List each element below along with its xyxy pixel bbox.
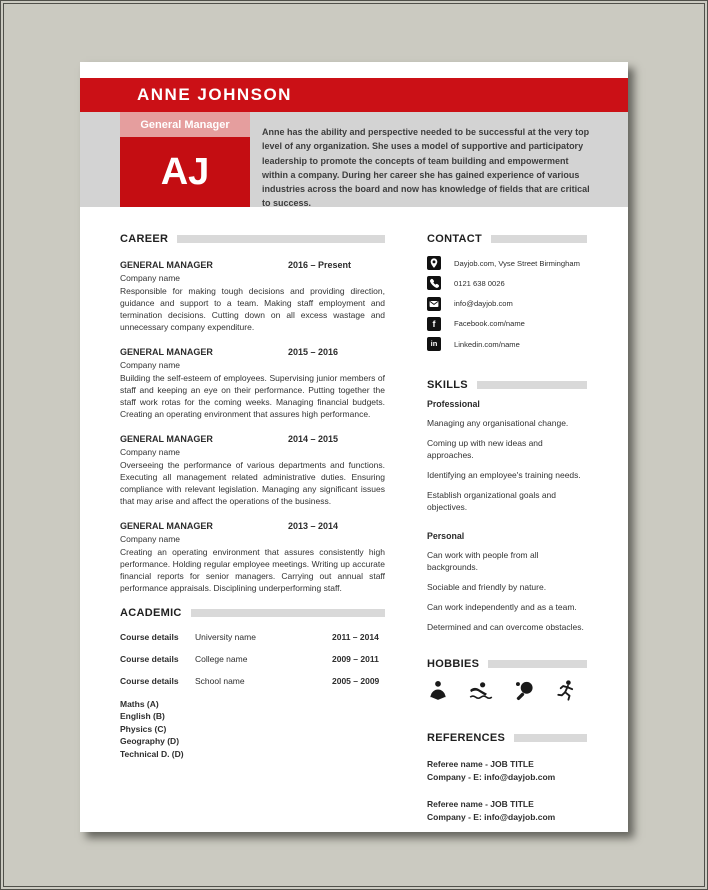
academic-dates: 2009 – 2011: [332, 654, 379, 664]
references-section: [427, 732, 587, 823]
personal-skills-label: Personal: [427, 531, 465, 542]
referee-name: Referee name - JOB TITLE: [427, 798, 534, 809]
candidate-name: ANNE JOHNSON: [137, 85, 292, 104]
left-column: [120, 233, 385, 760]
intro-band: [80, 112, 628, 207]
academic-dates: 2011 – 2014: [332, 632, 379, 642]
grade-item: English (B): [120, 711, 165, 722]
skill-item: Can work independently and as a team.: [427, 602, 577, 613]
role-label: General Manager: [140, 118, 230, 131]
contact-row-linkedin: [427, 337, 587, 351]
skill-item: Establish organizational goals and objectives.: [427, 490, 557, 513]
job-title: GENERAL MANAGER: [120, 260, 213, 270]
profile-summary: Anne has the ability and perspective needed to be successful at the very top level of any organization. She uses a model of supportive and participatory leadership to promote the concepts of team building and empowerment within a company. During her career she has gained experience of various industries across the board and now has knowledge of fields that are critical to success.: [262, 127, 590, 209]
monogram: [120, 137, 250, 207]
academic-dates: 2005 – 2009: [332, 676, 380, 686]
academic-table: [120, 632, 385, 686]
linkedin-icon: in: [427, 337, 441, 351]
contact-facebook: Facebook.com/name: [454, 319, 525, 329]
hobbies-section: [427, 658, 587, 701]
contact-address: Dayjob.com, Vyse Street Birmingham: [454, 258, 580, 268]
course-details: Course details: [120, 654, 179, 664]
skill-item: Can work with people from all backgrounds.: [427, 550, 539, 573]
institution-name: University name: [195, 632, 256, 642]
contact-row-email: [427, 297, 587, 311]
references-section-heading: [427, 732, 587, 744]
skills-section: [427, 379, 587, 633]
referee-name: Referee name - JOB TITLE: [427, 759, 534, 770]
grade-item: Physics (C): [120, 723, 167, 734]
job-company: Company name: [120, 447, 181, 457]
job-title: GENERAL MANAGER: [120, 434, 213, 444]
running-icon: [555, 679, 577, 701]
heading-rule: [514, 734, 587, 742]
academic-section-heading: [120, 607, 385, 619]
swimming-icon: [468, 679, 494, 701]
contact-row-phone: [427, 276, 587, 290]
contact-email: info@dayjob.com: [454, 299, 513, 309]
academic-row: [120, 632, 385, 642]
contact-heading-label: CONTACT: [427, 233, 483, 245]
career-list: [120, 259, 385, 594]
hobbies-section-heading: [427, 658, 587, 670]
reference-entry: [427, 798, 587, 824]
academic-row: [120, 676, 385, 686]
grade-item: Maths (A): [120, 699, 159, 709]
job-entry: [120, 520, 385, 594]
reference-entry: [427, 758, 587, 784]
job-description: Responsible for making tough decisions and providing direction, guidance and support to a team. Making staff employment and termination decisions. Cutting down on all excess wastage and unnecessary company expenditure.: [120, 286, 385, 332]
skills-heading-label: SKILLS: [427, 379, 468, 392]
job-company: Company name: [120, 534, 181, 544]
job-description: Building the self-esteem of employees. Supervising junior members of staff and keeping an eye on their performance. Putting together the staff work rotas for the coming weeks. Managing financial budgets. Creating an operating environment that assures high performance.: [120, 373, 385, 419]
email-icon: [427, 297, 441, 311]
contact-row-facebook: [427, 317, 587, 331]
heading-rule: [491, 235, 587, 243]
contact-list: [427, 256, 587, 351]
job-company: Company name: [120, 360, 181, 370]
job-dates: 2013 – 2014: [288, 521, 339, 531]
contact-phone: 0121 638 0026: [454, 278, 505, 288]
skill-item: Coming up with new ideas and approaches.: [427, 438, 543, 461]
referee-company: Company - E: info@dayjob.com: [427, 811, 556, 822]
monogram-initials: AJ: [160, 150, 210, 193]
skill-item: Sociable and friendly by nature.: [427, 582, 547, 593]
professional-skills-label: Professional: [427, 399, 480, 410]
job-company: Company name: [120, 273, 181, 283]
skills-section-heading: [427, 379, 587, 391]
hobby-icons: [427, 679, 577, 701]
course-details: Course details: [120, 632, 179, 642]
job-dates: 2015 – 2016: [288, 347, 339, 357]
job-title: GENERAL MANAGER: [120, 521, 213, 531]
career-section-heading: [120, 233, 385, 245]
academic-heading-label: ACADEMIC: [120, 607, 182, 619]
right-column: [427, 233, 587, 823]
contact-row-address: [427, 256, 587, 270]
role-badge: [120, 112, 250, 137]
job-entry: [120, 259, 385, 333]
location-pin-icon: [427, 256, 441, 270]
grade-item: Geography (D): [120, 736, 180, 747]
table-tennis-icon: [514, 679, 536, 701]
name-band: [80, 78, 628, 112]
skill-item: Determined and can overcome obstacles.: [427, 622, 584, 633]
course-details: Course details: [120, 676, 179, 686]
job-description: Overseeing the performance of various departments and functions. Executing all management related administrative duties. Ensuring compliance with relevant legislation. Managing any significant issues that may arise and affect the operations of the business.: [120, 460, 385, 506]
institution-name: College name: [195, 654, 248, 664]
job-dates: 2014 – 2015: [288, 434, 339, 444]
academic-section: [120, 607, 385, 760]
job-description: Creating an operating environment that assures consistently high performance. Holding regular employee meetings. Writing up accurate financial reports for senior managers. Carrying out annual staff performance appraisals. Disciplining underperforming staff.: [120, 547, 385, 593]
reading-icon: [427, 679, 449, 701]
grades-list: [120, 698, 385, 760]
job-entry: [120, 346, 385, 420]
academic-row: [120, 654, 385, 664]
facebook-icon: f: [427, 317, 441, 331]
institution-name: School name: [195, 676, 245, 686]
career-heading-label: CAREER: [120, 233, 169, 245]
referee-company: Company - E: info@dayjob.com: [427, 771, 556, 782]
hobbies-heading-label: HOBBIES: [427, 658, 480, 671]
heading-rule: [488, 660, 587, 668]
job-dates: 2016 – Present: [288, 260, 352, 270]
contact-linkedin: Linkedin.com/name: [454, 339, 520, 349]
resume-page: [80, 62, 628, 832]
skill-item: Managing any organisational change.: [427, 418, 569, 429]
heading-rule: [177, 235, 385, 243]
grade-item: Technical D. (D): [120, 748, 184, 759]
phone-icon: [427, 276, 441, 290]
job-entry: [120, 433, 385, 507]
skill-item: Identifying an employee's training needs.: [427, 470, 581, 481]
heading-rule: [191, 609, 385, 617]
references-heading-label: REFERENCES: [427, 732, 506, 745]
heading-rule: [477, 381, 587, 389]
job-title: GENERAL MANAGER: [120, 347, 213, 357]
contact-section-heading: [427, 233, 587, 245]
